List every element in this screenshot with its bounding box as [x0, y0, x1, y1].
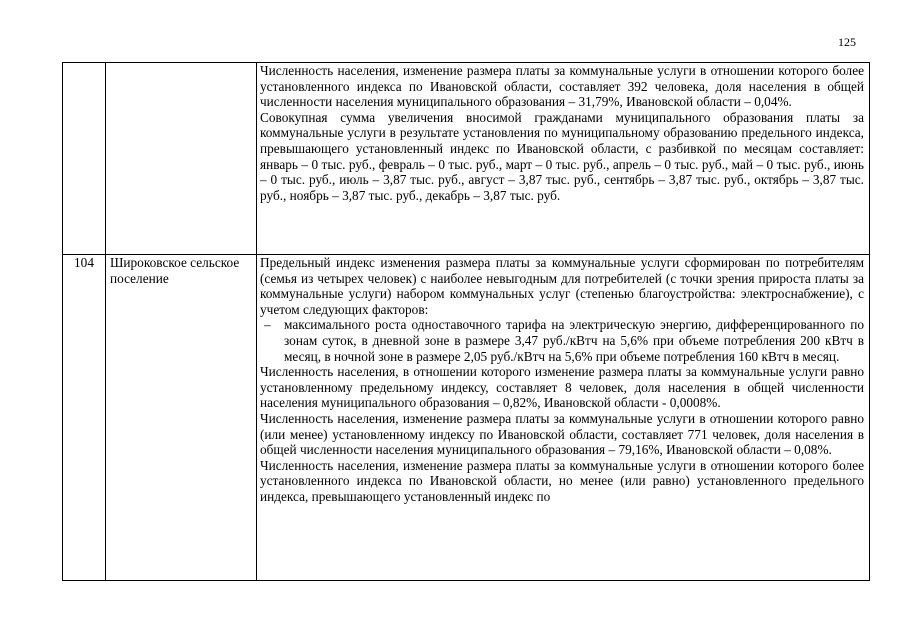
- paragraph: Численность населения, изменение размера платы за коммунальные услуги в отношении которого равно (или менее) установленному индексу по Ивановской области, составляет 771 человек, доля населения в общей численности населения муниципального образования – 79,16%, Ивановской области – 0,08%.: [260, 410, 864, 458]
- municipality-name-cell: Широковское сельское поселение: [106, 255, 257, 581]
- intro-paragraph: Предельный индекс изменения размера платы за коммунальные услуги сформирован по потребителям (семья из четырех человек) с наиболее невыгодным для потребителей (с точки зрения прироста платы за коммунальные услуги) набором коммунальных услуг (степенью благоустройства: электроснабжение), с учетом следующих факторов:: [260, 255, 864, 317]
- description-cell: [257, 63, 870, 255]
- bullet-item: [260, 317, 864, 364]
- paragraph: Совокупная сумма увеличения вносимой гражданами муниципального образования платы за коммунальные услуги в результате установления по муниципальному образованию предельного индекса, превышающего установленный индекс по Ивановской области, с разбивкой по месяцам составляет: январь – 0 тыс. руб., февраль – 0 тыс. руб., март – 0 тыс. руб., апрель – 0 тыс. руб., май – 0 тыс. руб., июнь – 0 тыс. руб., июль – 3,87 тыс. руб., август – 3,87 тыс. руб., сентябрь – 3,87 тыс. руб., октябрь – 3,87 тыс. руб., ноябрь – 3,87 тыс. руб., декабрь – 3,87 тыс. руб.: [260, 109, 864, 203]
- page-number: 125: [838, 35, 856, 49]
- municipality-name-cell: [106, 63, 257, 255]
- table-row: [63, 255, 870, 581]
- bullet-text: максимального роста одноставочного тарифа на электрическую энергию, дифференцированного по зонам суток, в дневной зоне в размере 3,47 руб./кВтч на 5,6% при объеме потребления 200 кВтч в месяц, в ночной зоне в размере 2,05 руб./кВтч на 5,6% при объеме потребления 160 кВтч в месяц.: [284, 317, 864, 364]
- municipal-index-table: [62, 62, 870, 581]
- paragraph: Численность населения, изменение размера платы за коммунальные услуги в отношении которого более установленного индекса по Ивановской области, но менее (или равно) установленного предельного индекса, превышающего установленный индекс по: [260, 457, 864, 504]
- paragraph: Численность населения, изменение размера платы за коммунальные услуги в отношении которого более установленного индекса по Ивановской области, составляет 392 человека, доля населения в общей численности населения муниципального образования – 31,79%, Ивановской области – 0,04%.: [260, 63, 864, 110]
- paragraph: Численность населения, в отношении которого изменение размера платы за коммунальные услуги равно установленному предельному индексу, составляет 8 человек, доля населения в общей численности населения муниципального образования – 0,82%, Ивановской области - 0,0008%.: [260, 364, 864, 411]
- bullet-marker: –: [264, 317, 271, 333]
- row-number-cell: [63, 63, 106, 255]
- table-row: [63, 63, 870, 255]
- description-cell: [257, 255, 870, 581]
- row-number-cell: 104: [63, 255, 106, 581]
